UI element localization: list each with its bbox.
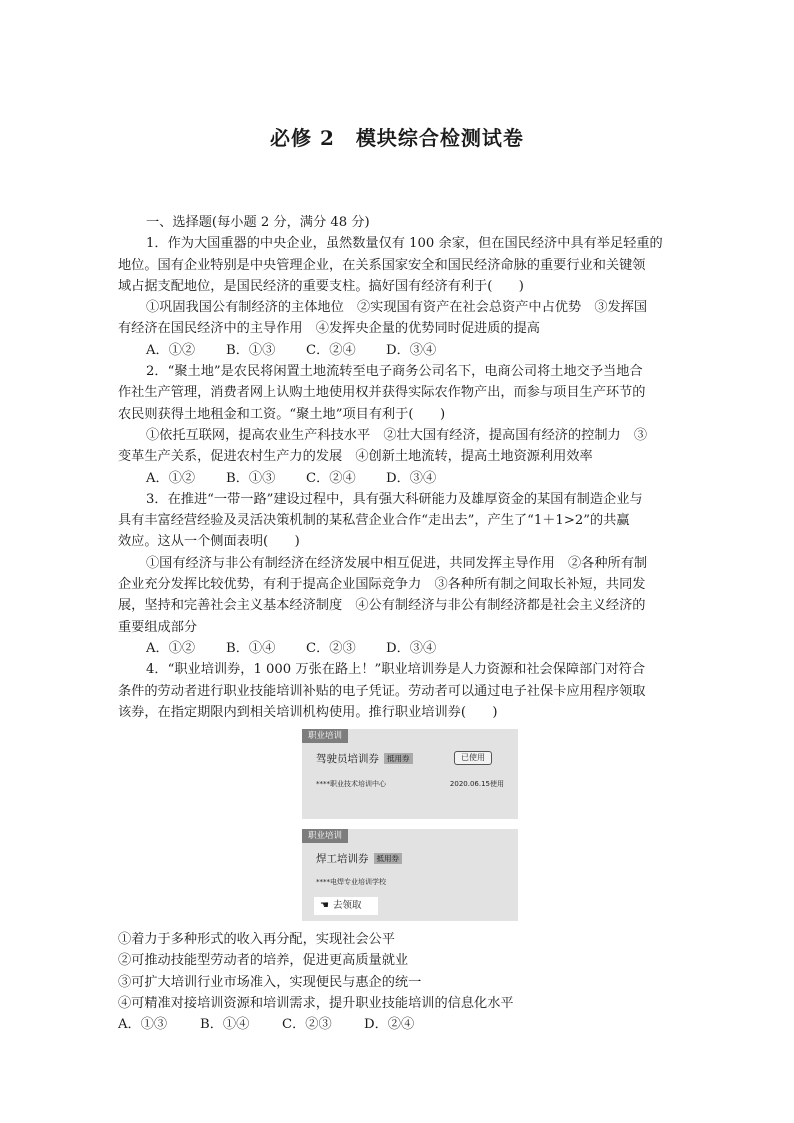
voucher-date: 2020.06.15使用 (449, 780, 504, 789)
question-1 (118, 233, 680, 361)
option-a[interactable]: A．①② (146, 342, 196, 358)
used-status-badge: 已使用 (454, 751, 492, 765)
voucher-card-welder (302, 829, 518, 921)
answer-options (118, 638, 680, 659)
question-text: 农民则获得土地租金和工资。“聚土地”项目有利于( ) (118, 406, 446, 422)
question-text: 域占据支配地位，是国民经济的重要支柱。搞好国有经济有利于( ) (118, 278, 524, 294)
option-a[interactable]: A．①② (146, 640, 196, 656)
option-d[interactable]: D．②④ (364, 1017, 415, 1033)
option-b[interactable]: B．①③ (226, 342, 276, 358)
statement: ②可推动技能型劳动者的培养，促进更高质量就业 (118, 953, 409, 969)
question-text: 作社生产管理，消费者网上认购土地使用权并获得实际农作物产出，而参与项目生产环节的 (118, 385, 646, 401)
answer-options (118, 1014, 680, 1035)
voucher-org: ****职业技术培训中心 (316, 780, 386, 789)
option-a[interactable]: A．①③ (118, 1017, 168, 1033)
voucher-card-driver (302, 729, 518, 819)
section-heading: 一、选择题(每小题 2 分，满分 48 分) (146, 215, 370, 230)
option-d[interactable]: D．③④ (386, 342, 437, 358)
question-text: 3．在推进“一带一路”建设过程中，具有强大科研能力及雄厚资金的某国有制造企业与 (146, 491, 643, 507)
option-d[interactable]: D．③④ (386, 640, 437, 656)
question-text: 条件的劳动者进行职业技能培训补贴的电子凭证。劳动者可以通过电子社保卡应用程序领取 (118, 683, 646, 699)
question-text: 4．“职业培训券，1 000 万张在路上！”职业培训券是人力资源和社会保障部门对符合 (146, 662, 646, 678)
option-c[interactable]: C．②④ (306, 470, 356, 486)
exam-content (118, 212, 680, 1036)
answer-options (118, 468, 680, 489)
statement: ①依托互联网，提高农业生产科技水平 ②壮大国有经济，提高国有经济的控制力 ③ (146, 427, 648, 443)
statement: ③可扩大培训行业市场准入，实现便民与惠企的统一 (118, 974, 422, 990)
claim-label: 去领取 (332, 900, 362, 912)
voucher-name (316, 751, 413, 766)
voucher-badge: 抵用券 (374, 853, 403, 864)
question-text: 效应。这从一个侧面表明( ) (118, 534, 300, 550)
voucher-name (316, 851, 402, 866)
statement: 变革生产关系，促进农村生产力的发展 ④创新土地流转，提高土地资源利用效率 (118, 449, 593, 465)
statement: 展，坚持和完善社会主义基本经济制度 ④公有制经济与非公有制经济都是社会主义经济的 (118, 598, 646, 614)
option-c[interactable]: C．②③ (282, 1017, 332, 1033)
question-text: 具有丰富经营经验及灵活决策机制的某私营企业合作“走出去”，产生了“1＋1>2”的共赢 (118, 513, 630, 529)
question-4 (118, 659, 680, 1035)
statement: ①着力于多种形式的收入再分配，实现社会公平 (118, 932, 395, 948)
voucher-figure (118, 729, 680, 925)
claim-button[interactable] (314, 897, 378, 915)
statement: ①国有经济与非公有制经济在经济发展中相互促进，共同发挥主导作用 ②各种所有制 (146, 555, 648, 571)
option-b[interactable]: B．①④ (200, 1017, 250, 1033)
card-header: 职业培训 (302, 829, 348, 843)
question-text: 地位。国有企业特别是中央管理企业，在关系国家安全和国民经济命脉的重要行业和关键领 (118, 257, 646, 273)
hand-pointer-icon: ☚ (320, 900, 329, 912)
answer-options (118, 340, 680, 361)
option-b[interactable]: B．①③ (226, 470, 276, 486)
option-c[interactable]: C．②④ (306, 342, 356, 358)
voucher-org: ****电焊专业培训学校 (316, 878, 386, 887)
statement: ④可精准对接培训资源和培训需求，提升职业技能培训的信息化水平 (118, 996, 514, 1012)
question-text: 该券，在指定期限内到相关培训机构使用。推行职业培训券( ) (118, 704, 498, 720)
option-d[interactable]: D．③④ (386, 470, 437, 486)
voucher-badge: 抵用券 (384, 753, 413, 764)
option-a[interactable]: A．①② (146, 470, 196, 486)
question-2 (118, 361, 680, 489)
card-header: 职业培训 (302, 729, 348, 743)
option-c[interactable]: C．②③ (306, 640, 356, 656)
question-3 (118, 489, 680, 659)
question-text: 1．作为大国重器的中央企业，虽然数量仅有 100 余家，但在国民经济中具有举足轻重的 (146, 236, 663, 252)
voucher-name-text: 驾驶员培训券 (316, 753, 379, 766)
question-text: 2．“聚土地”是农民将闲置土地流转至电子商务公司名下，电商公司将土地交予当地合 (146, 364, 643, 380)
statement: ①巩固我国公有制经济的主体地位 ②实现国有资产在社会总资产中占优势 ③发挥国 (146, 300, 648, 316)
statement: 有经济在国民经济中的主导作用 ④发挥央企量的优势同时促进质的提高 (118, 321, 540, 337)
voucher-name-text: 焊工培训券 (316, 853, 369, 866)
statement: 企业充分发挥比较优势，有利于提高企业国际竞争力 ③各种所有制之间取长补短，共同发 (118, 577, 646, 593)
page-title: 必修 2 模块综合检测试卷 (270, 126, 524, 150)
option-b[interactable]: B．①④ (226, 640, 276, 656)
statement: 重要组成部分 (118, 619, 198, 635)
